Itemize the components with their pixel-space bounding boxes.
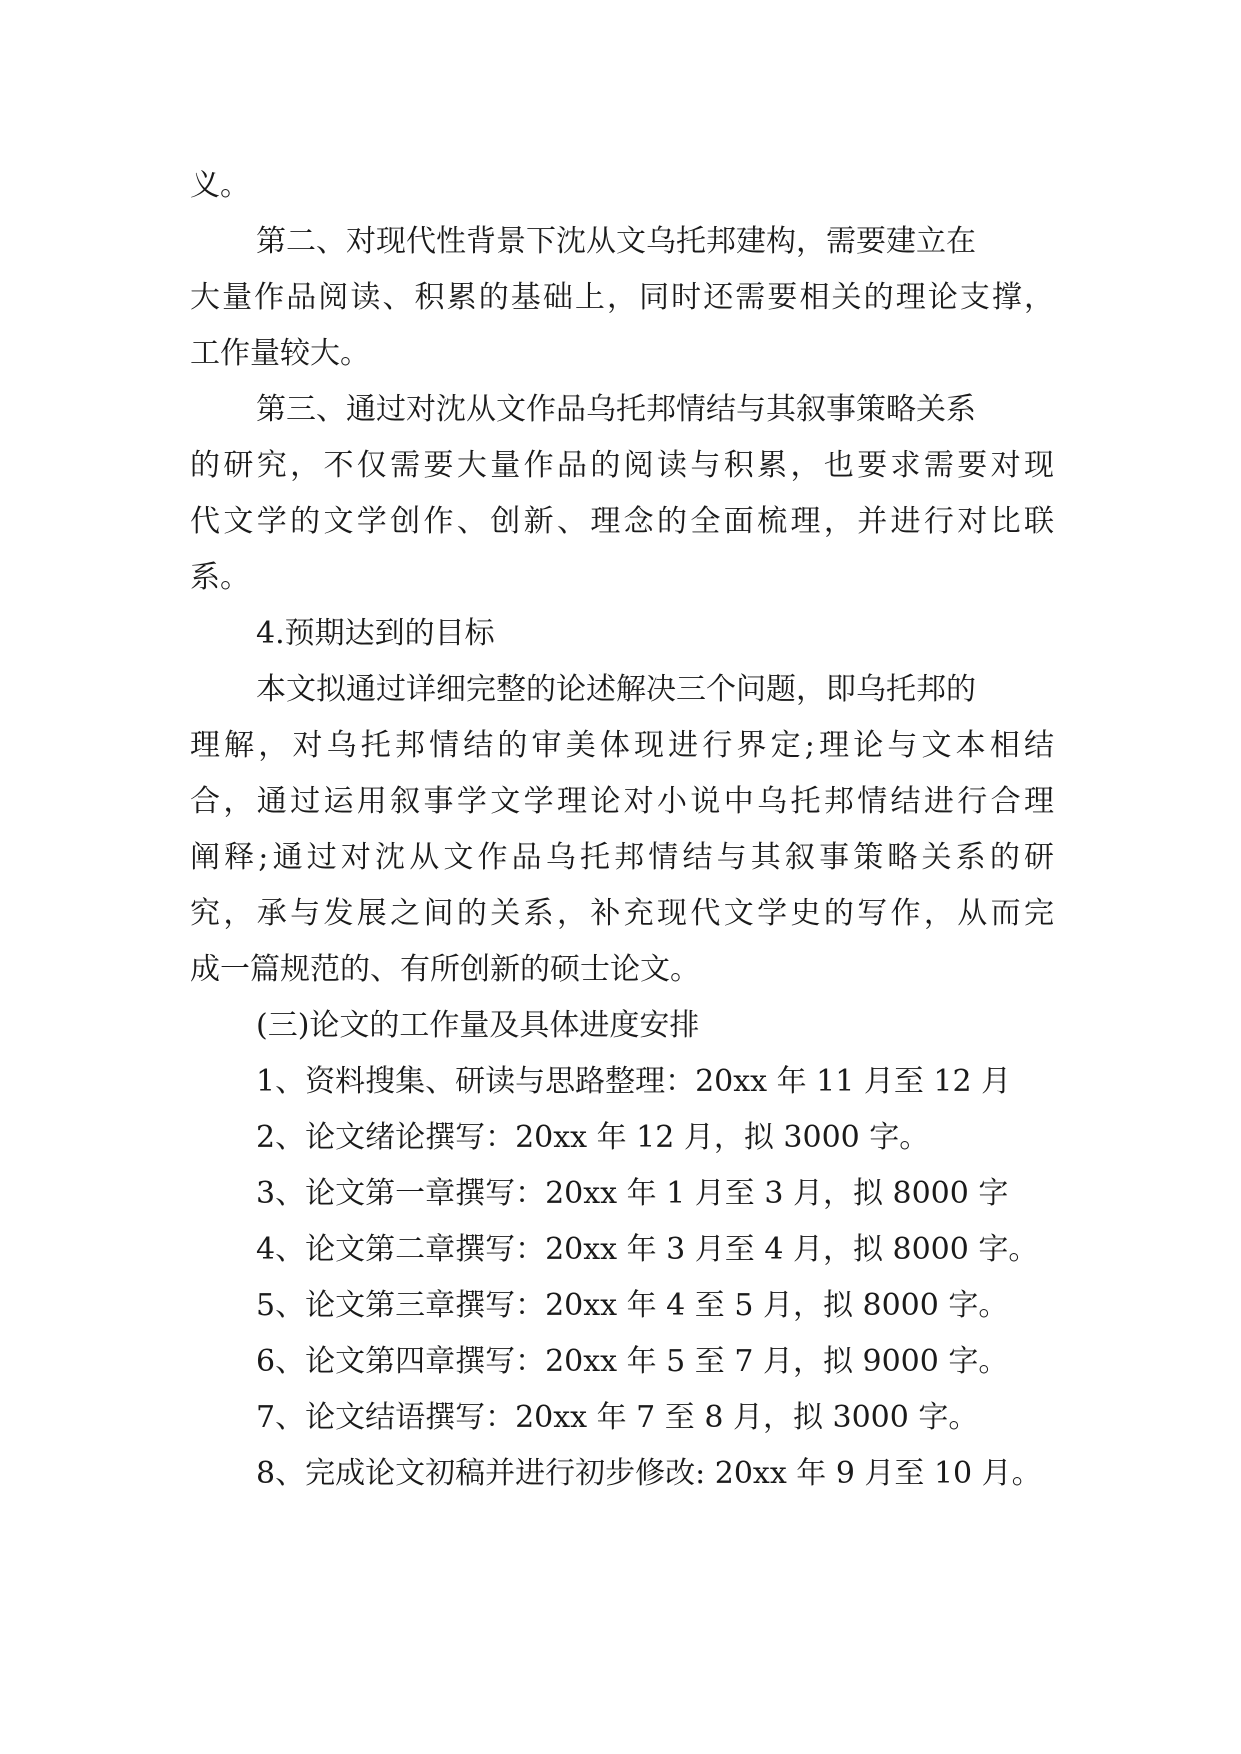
- text-line: 系。: [190, 560, 250, 595]
- text-line: 理解，对乌托邦情结的审美体现进行界定;理论与文本相结: [190, 728, 1054, 763]
- text-line: 本文拟通过详细完整的论述解决三个问题，即乌托邦的: [256, 672, 976, 707]
- schedule-item: 7、论文结语撰写：20xx 年 7 至 8 月，拟 3000 字。: [256, 1400, 979, 1435]
- text-line: 工作量较大。: [190, 336, 370, 371]
- schedule-item: 3、论文第一章撰写：20xx 年 1 月至 3 月，拟 8000 字: [256, 1176, 1009, 1211]
- text-line: 义。: [190, 168, 250, 203]
- schedule-item: 1、资料搜集、研读与思路整理：20xx 年 11 月至 12 月: [256, 1064, 1012, 1099]
- text-line: 第三、通过对沈从文作品乌托邦情结与其叙事策略关系: [256, 392, 976, 427]
- text-line: 阐释;通过对沈从文作品乌托邦情结与其叙事策略关系的研: [190, 840, 1054, 875]
- text-line: 大量作品阅读、积累的基础上，同时还需要相关的理论支撑，: [190, 280, 1054, 315]
- section-heading: 4.预期达到的目标: [256, 616, 495, 651]
- text-line: 代文学的文学创作、创新、理念的全面梳理，并进行对比联: [190, 504, 1054, 539]
- text-line: 第二、对现代性背景下沈从文乌托邦建构，需要建立在: [256, 224, 976, 259]
- text-line: 成一篇规范的、有所创新的硕士论文。: [190, 952, 700, 987]
- schedule-item: 5、论文第三章撰写：20xx 年 4 至 5 月，拟 8000 字。: [256, 1288, 1009, 1323]
- schedule-item: 4、论文第二章撰写：20xx 年 3 月至 4 月，拟 8000 字。: [256, 1232, 1039, 1267]
- schedule-item: 8、完成论文初稿并进行初步修改: 20xx 年 9 月至 10 月。: [256, 1456, 1042, 1491]
- schedule-item: 2、论文绪论撰写：20xx 年 12 月，拟 3000 字。: [256, 1120, 930, 1155]
- text-line: 的研究，不仅需要大量作品的阅读与积累，也要求需要对现: [190, 448, 1054, 483]
- text-line: 究，承与发展之间的关系，补充现代文学史的写作，从而完: [190, 896, 1054, 931]
- text-line: 合，通过运用叙事学文学理论对小说中乌托邦情结进行合理: [190, 784, 1054, 819]
- section-heading: (三)论文的工作量及具体进度安排: [256, 1008, 700, 1043]
- schedule-item: 6、论文第四章撰写：20xx 年 5 至 7 月，拟 9000 字。: [256, 1344, 1009, 1379]
